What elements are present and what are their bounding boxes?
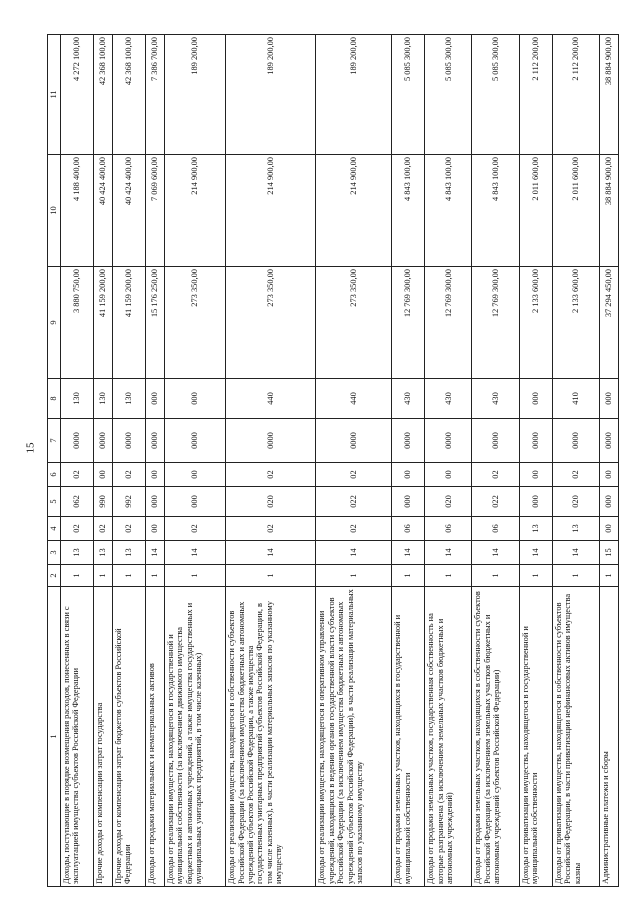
cell-c7: 0000 xyxy=(112,419,145,463)
cell-c11: 5 085 300,00 xyxy=(425,35,472,155)
cell-c3: 13 xyxy=(112,541,145,565)
cell-c4: 02 xyxy=(226,517,316,541)
cell-c5: 020 xyxy=(226,487,316,517)
cell-c6: 02 xyxy=(472,463,519,487)
cell-c11: 5 085 300,00 xyxy=(472,35,519,155)
cell-c6: 02 xyxy=(61,463,94,487)
cell-c8: 000 xyxy=(145,379,164,419)
cell-c5: 000 xyxy=(145,487,164,517)
cell-c5: 000 xyxy=(164,487,226,517)
cell-c10: 214 900,00 xyxy=(316,155,392,267)
cell-c6: 00 xyxy=(519,463,552,487)
cell-c9: 37 294 450,00 xyxy=(600,267,619,379)
cell-c5: 000 xyxy=(392,487,425,517)
cell-c10: 2 011 600,00 xyxy=(519,155,552,267)
cell-c10: 4 843 100,00 xyxy=(392,155,425,267)
cell-c6: 00 xyxy=(145,463,164,487)
table-row xyxy=(61,35,94,887)
cell-c4: 02 xyxy=(112,517,145,541)
cell-c4: 13 xyxy=(552,517,599,541)
row-description: Доходы от продажи земельных участков, находящихся в государственной и муниципальной собственности xyxy=(392,587,425,887)
cell-c7: 0000 xyxy=(164,419,226,463)
cell-c6: 00 xyxy=(425,463,472,487)
cell-c11: 2 112 200,00 xyxy=(519,35,552,155)
cell-c3: 14 xyxy=(145,541,164,565)
cell-c8: 440 xyxy=(226,379,316,419)
cell-c6: 00 xyxy=(164,463,226,487)
cell-c9: 15 176 250,00 xyxy=(145,267,164,379)
row-description: Доходы от реализации имущества, находящегося в собственности субъектов Российской Федерации (за исключением имущества бюджетных и автономных учреждений субъектов Российской Федерации, а также имущества государственных унитарных предприятий субъектов Российской Федерации, в том числе казенных), в части реализации материальных запасов по указанному имуществу xyxy=(226,587,316,887)
row-description: Доходы от продажи земельных участков, находящихся в собственности субъектов Российской Федерации (за исключением земельных участков бюджетных и автономных учреждений субъектов Российской Федерации) xyxy=(472,587,519,887)
cell-c6: 00 xyxy=(600,463,619,487)
row-description: Доходы от продажи материальных и нематериальных активов xyxy=(145,587,164,887)
cell-c8: 430 xyxy=(425,379,472,419)
cell-c10: 4 843 100,00 xyxy=(472,155,519,267)
cell-c5: 062 xyxy=(61,487,94,517)
cell-c9: 273 350,00 xyxy=(164,267,226,379)
cell-c6: 00 xyxy=(392,463,425,487)
cell-c4: 02 xyxy=(94,517,113,541)
cell-c7: 0000 xyxy=(392,419,425,463)
cell-c9: 12 769 300,00 xyxy=(392,267,425,379)
column-header-9: 9 xyxy=(48,267,61,379)
cell-c11: 5 085 300,00 xyxy=(392,35,425,155)
cell-c2: 1 xyxy=(472,565,519,587)
revenue-table xyxy=(47,34,619,887)
cell-c4: 02 xyxy=(316,517,392,541)
cell-c3: 13 xyxy=(94,541,113,565)
table-row xyxy=(519,35,552,887)
cell-c9: 273 350,00 xyxy=(316,267,392,379)
row-description: Прочие доходы от компенсации затрат государства xyxy=(94,587,113,887)
column-header-5: 5 xyxy=(48,487,61,517)
rotated-table-container xyxy=(47,35,619,887)
cell-c2: 1 xyxy=(600,565,619,587)
table-row xyxy=(472,35,519,887)
cell-c10: 4 188 400,00 xyxy=(61,155,94,267)
cell-c8: 000 xyxy=(164,379,226,419)
table-row xyxy=(392,35,425,887)
cell-c2: 1 xyxy=(61,565,94,587)
column-header-6: 6 xyxy=(48,463,61,487)
column-header-1: 1 xyxy=(48,587,61,887)
cell-c5: 022 xyxy=(316,487,392,517)
cell-c8: 430 xyxy=(392,379,425,419)
row-description: Доходы от реализации имущества, находящегося в оперативном управлении учреждений, находящихся в ведении органов государственной власти субъектов Российской Федерации (за исключением имущества бюджетных и автономных учреждений субъектов Российской Федерации), в части реализации материальных запасов по указанному имуществу xyxy=(316,587,392,887)
column-header-7: 7 xyxy=(48,419,61,463)
cell-c2: 1 xyxy=(316,565,392,587)
cell-c2: 1 xyxy=(164,565,226,587)
column-header-8: 8 xyxy=(48,379,61,419)
cell-c7: 0000 xyxy=(61,419,94,463)
cell-c10: 7 069 600,00 xyxy=(145,155,164,267)
cell-c3: 14 xyxy=(519,541,552,565)
cell-c5: 000 xyxy=(519,487,552,517)
cell-c9: 2 133 600,00 xyxy=(519,267,552,379)
cell-c8: 000 xyxy=(600,379,619,419)
column-header-11: 11 xyxy=(48,35,61,155)
page-number: 15 xyxy=(24,442,37,454)
column-header-2: 2 xyxy=(48,565,61,587)
cell-c5: 020 xyxy=(552,487,599,517)
cell-c10: 38 884 900,00 xyxy=(600,155,619,267)
cell-c5: 992 xyxy=(112,487,145,517)
table-row xyxy=(145,35,164,887)
row-description: Прочие доходы от компенсации затрат бюджетов субъектов Российской Федерации xyxy=(112,587,145,887)
cell-c7: 0000 xyxy=(316,419,392,463)
cell-c4: 13 xyxy=(519,517,552,541)
table-row xyxy=(316,35,392,887)
cell-c9: 41 159 200,00 xyxy=(112,267,145,379)
cell-c2: 1 xyxy=(112,565,145,587)
table-row xyxy=(425,35,472,887)
cell-c9: 12 769 300,00 xyxy=(425,267,472,379)
cell-c6: 00 xyxy=(94,463,113,487)
cell-c7: 0000 xyxy=(552,419,599,463)
column-header-10: 10 xyxy=(48,155,61,267)
cell-c3: 13 xyxy=(61,541,94,565)
cell-c11: 38 884 900,00 xyxy=(600,35,619,155)
cell-c3: 14 xyxy=(226,541,316,565)
table-row xyxy=(226,35,316,887)
cell-c2: 1 xyxy=(226,565,316,587)
cell-c4: 00 xyxy=(145,517,164,541)
cell-c5: 020 xyxy=(425,487,472,517)
cell-c8: 130 xyxy=(94,379,113,419)
cell-c5: 022 xyxy=(472,487,519,517)
cell-c7: 0000 xyxy=(94,419,113,463)
cell-c11: 2 112 200,00 xyxy=(552,35,599,155)
table-row xyxy=(552,35,599,887)
cell-c9: 273 350,00 xyxy=(226,267,316,379)
cell-c11: 189 200,00 xyxy=(226,35,316,155)
cell-c6: 02 xyxy=(316,463,392,487)
cell-c8: 130 xyxy=(112,379,145,419)
row-description: Доходы, поступающие в порядке возмещения расходов, понесенных в связи с эксплуатацией имущества субъектов Российской Федерации xyxy=(61,587,94,887)
cell-c10: 214 900,00 xyxy=(164,155,226,267)
cell-c11: 4 272 100,00 xyxy=(61,35,94,155)
cell-c4: 06 xyxy=(392,517,425,541)
cell-c10: 40 424 400,00 xyxy=(94,155,113,267)
cell-c3: 14 xyxy=(425,541,472,565)
cell-c4: 02 xyxy=(164,517,226,541)
cell-c3: 15 xyxy=(600,541,619,565)
cell-c11: 189 200,00 xyxy=(316,35,392,155)
cell-c3: 14 xyxy=(552,541,599,565)
cell-c3: 14 xyxy=(472,541,519,565)
cell-c2: 1 xyxy=(145,565,164,587)
cell-c7: 0000 xyxy=(519,419,552,463)
cell-c4: 02 xyxy=(61,517,94,541)
cell-c11: 42 368 100,00 xyxy=(94,35,113,155)
column-header-4: 4 xyxy=(48,517,61,541)
cell-c8: 130 xyxy=(61,379,94,419)
table-row xyxy=(164,35,226,887)
cell-c5: 990 xyxy=(94,487,113,517)
cell-c9: 12 769 300,00 xyxy=(472,267,519,379)
cell-c3: 14 xyxy=(316,541,392,565)
column-header-3: 3 xyxy=(48,541,61,565)
cell-c2: 1 xyxy=(552,565,599,587)
cell-c8: 000 xyxy=(519,379,552,419)
cell-c10: 40 424 400,00 xyxy=(112,155,145,267)
row-description: Доходы от приватизации имущества, находящегося в государственной и муниципальной собственности xyxy=(519,587,552,887)
cell-c3: 14 xyxy=(164,541,226,565)
row-description: Административные платежи и сборы xyxy=(600,587,619,887)
cell-c6: 02 xyxy=(226,463,316,487)
row-description: Доходы от продажи земельных участков, государственная собственность на которые разграничена (за исключением земельных участков бюджетных и автономных учреждений) xyxy=(425,587,472,887)
cell-c9: 2 133 600,00 xyxy=(552,267,599,379)
row-description: Доходы от приватизации имущества, находящегося в собственности субъектов Российской Федерации, в части приватизации нефинансовых активов имущества казны xyxy=(552,587,599,887)
cell-c2: 1 xyxy=(519,565,552,587)
cell-c8: 440 xyxy=(316,379,392,419)
cell-c2: 1 xyxy=(94,565,113,587)
cell-c11: 189 200,00 xyxy=(164,35,226,155)
cell-c4: 00 xyxy=(600,517,619,541)
cell-c10: 2 011 600,00 xyxy=(552,155,599,267)
cell-c2: 1 xyxy=(425,565,472,587)
cell-c7: 0000 xyxy=(472,419,519,463)
cell-c8: 430 xyxy=(472,379,519,419)
cell-c2: 1 xyxy=(392,565,425,587)
cell-c4: 06 xyxy=(425,517,472,541)
cell-c11: 42 368 100,00 xyxy=(112,35,145,155)
table-row xyxy=(112,35,145,887)
cell-c7: 0000 xyxy=(226,419,316,463)
cell-c11: 7 386 700,00 xyxy=(145,35,164,155)
cell-c9: 3 880 750,00 xyxy=(61,267,94,379)
cell-c10: 214 900,00 xyxy=(226,155,316,267)
cell-c10: 4 843 100,00 xyxy=(425,155,472,267)
cell-c9: 41 159 200,00 xyxy=(94,267,113,379)
cell-c6: 02 xyxy=(552,463,599,487)
cell-c5: 000 xyxy=(600,487,619,517)
cell-c7: 0000 xyxy=(425,419,472,463)
table-row xyxy=(94,35,113,887)
table-row xyxy=(600,35,619,887)
cell-c3: 14 xyxy=(392,541,425,565)
cell-c6: 02 xyxy=(112,463,145,487)
cell-c7: 0000 xyxy=(600,419,619,463)
row-description: Доходы от реализации имущества, находящегося в государственной и муниципальной собственности (за исключением движимого имущества бюджетных и автономных учреждений, а также имущества государственных и муниципальных унитарных предприятий, в том числе казенных) xyxy=(164,587,226,887)
cell-c8: 410 xyxy=(552,379,599,419)
cell-c7: 0000 xyxy=(145,419,164,463)
cell-c4: 06 xyxy=(472,517,519,541)
